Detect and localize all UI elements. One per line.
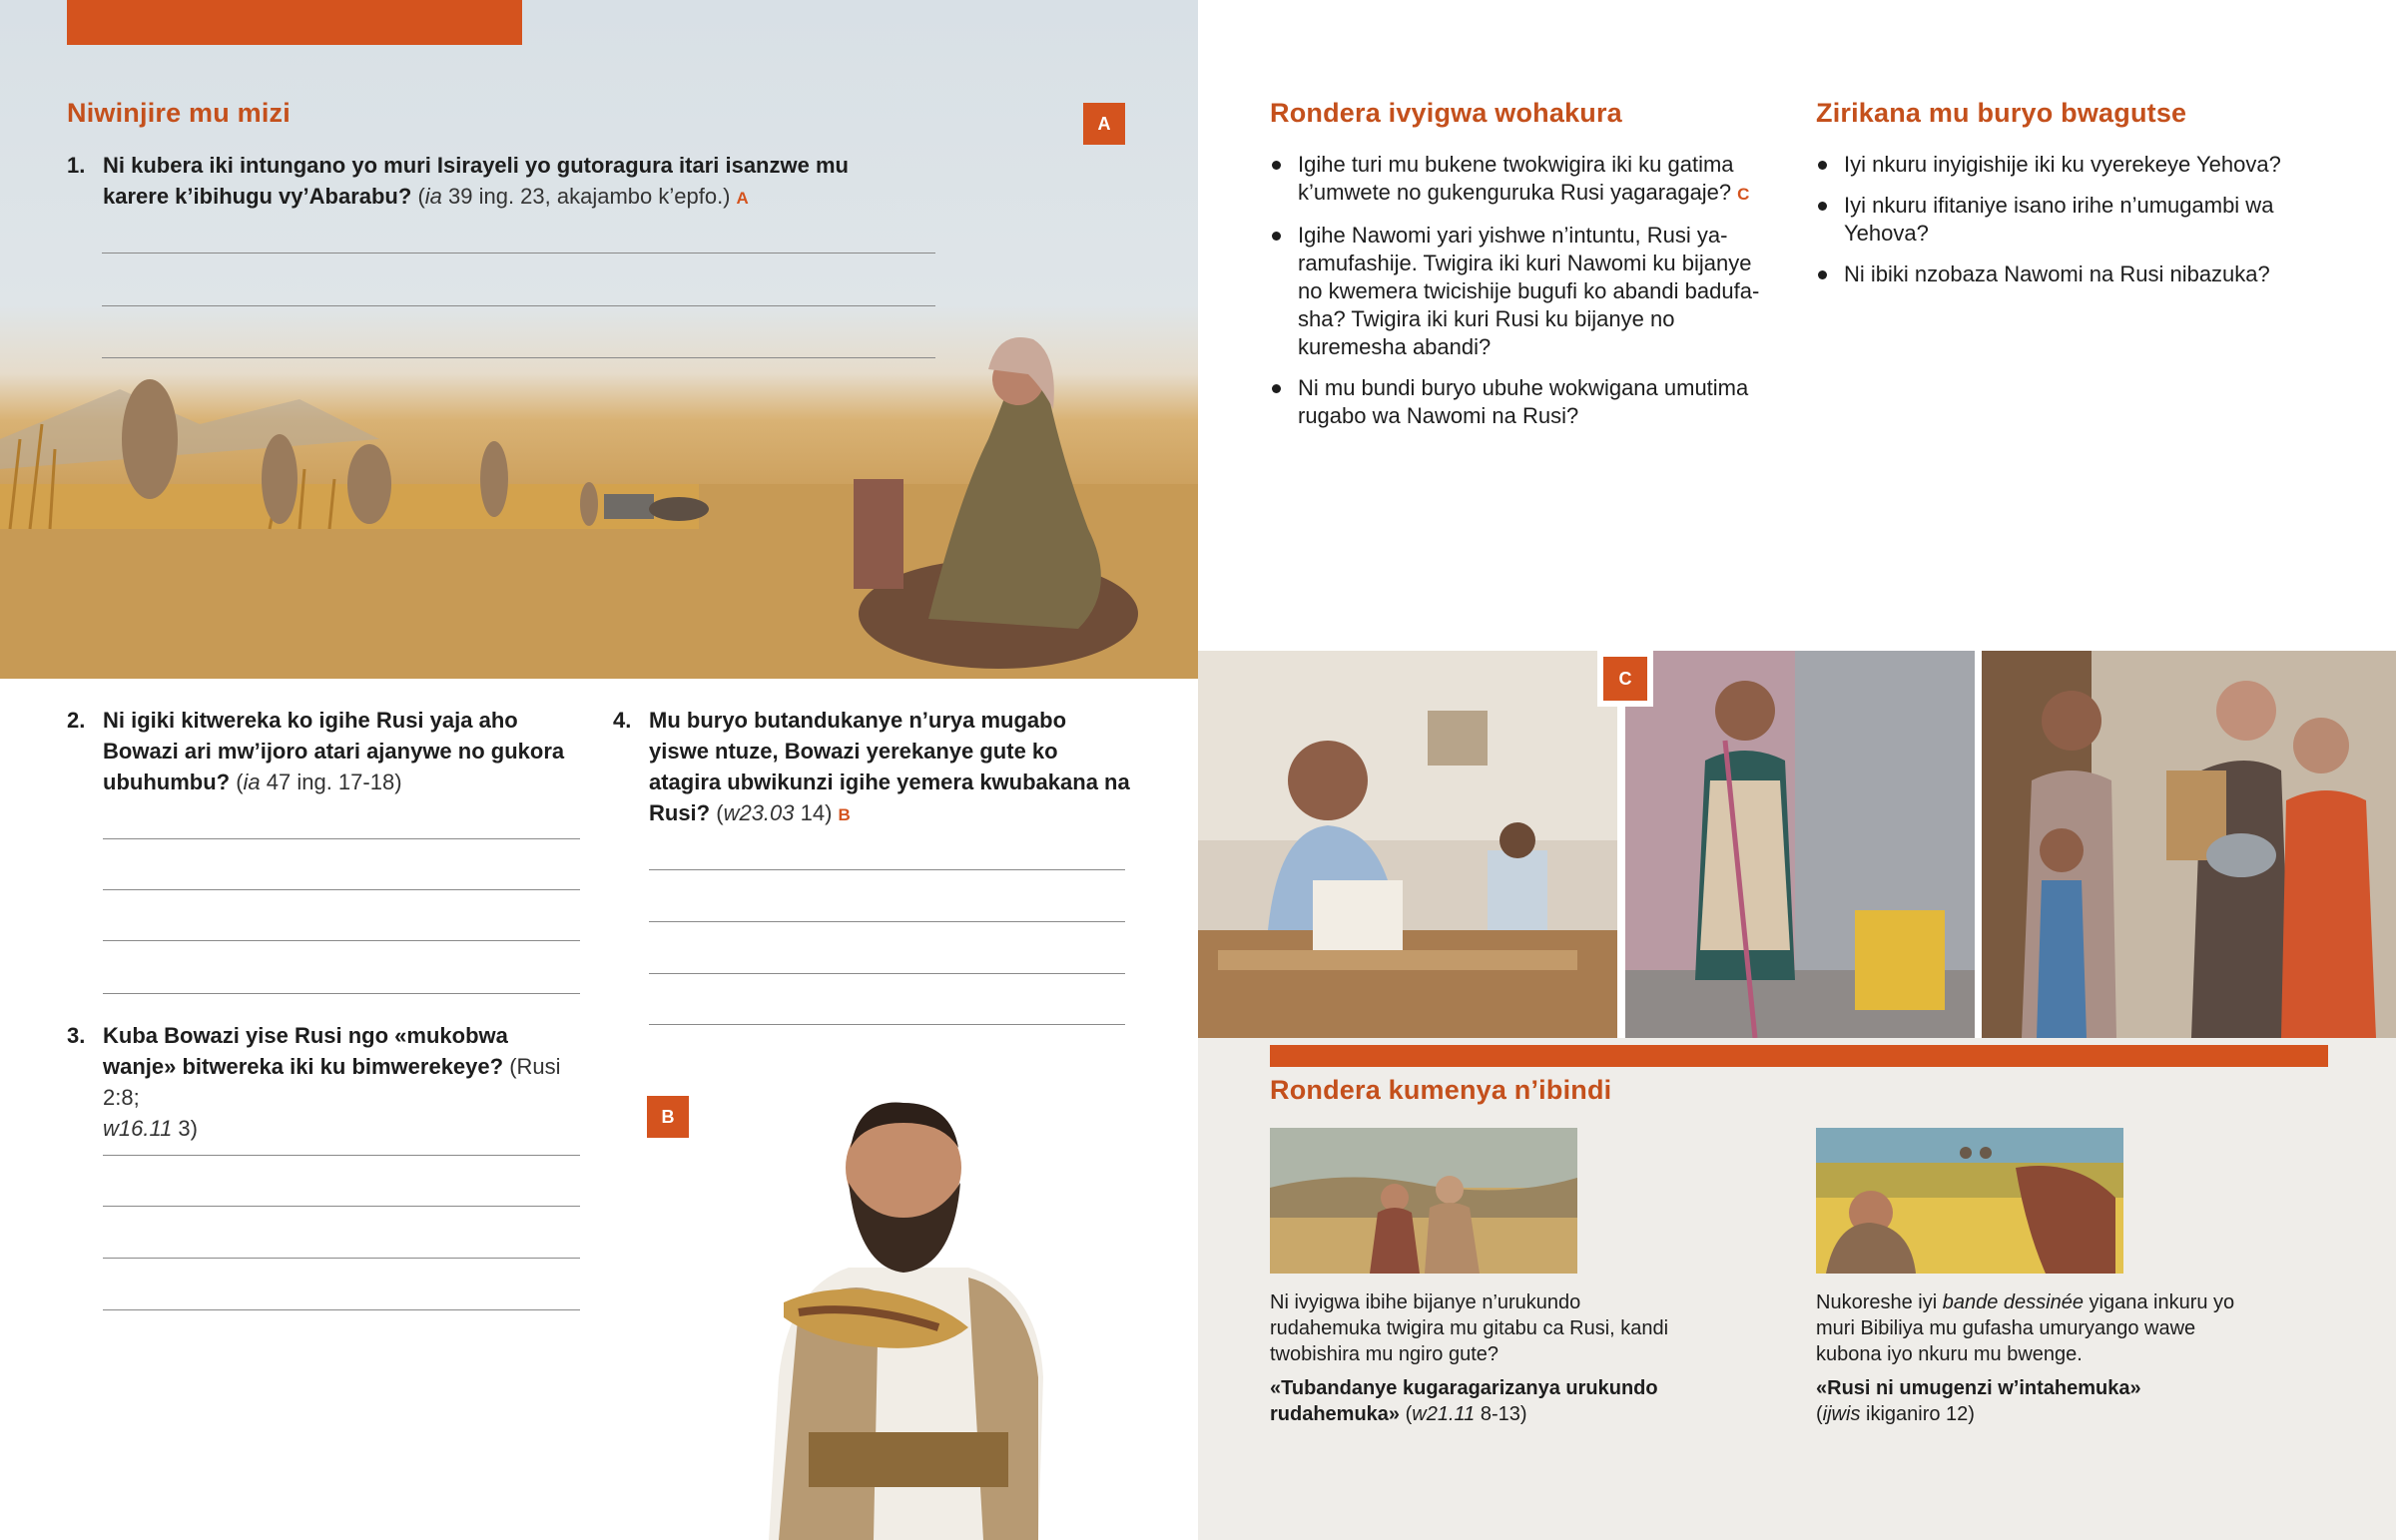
answer-line[interactable]: [102, 305, 935, 306]
question-reference: (ia 47 ing. 17-18): [236, 770, 402, 794]
question-reference: (w23.03 14): [716, 800, 833, 825]
section-title: Niwinjire mu mizi: [67, 98, 291, 128]
card1-description: Ni ivyigwa ibihe bijanye n’urukundo rudahemuka twigira mu gitabu ca Rusi, kandi twobishira mu ngiro gute?: [1270, 1291, 1669, 1365]
answer-line[interactable]: [102, 357, 935, 358]
answer-line[interactable]: [102, 253, 935, 254]
answer-line[interactable]: [103, 940, 580, 941]
harvest-field-illustration: [0, 329, 1198, 679]
learn-more-bar: [1270, 1045, 2328, 1067]
badge-b: B: [647, 1096, 689, 1138]
answer-line[interactable]: [649, 1024, 1125, 1025]
list-item: Ni ibiki nzobaza Nawomi na Rusi nibazuka?: [1816, 260, 2345, 288]
photo-neighbors-bringing-food: [1982, 651, 2396, 1038]
photo-mother-reading-bills: [1198, 651, 1617, 1038]
answer-line[interactable]: [649, 973, 1125, 974]
answer-line[interactable]: [103, 1309, 580, 1310]
question-4: [613, 705, 1132, 830]
list-item: Igihe turi mu bukene twokwigira iki ku gatima k’umwete no gukenguruka Rusi yagaragaje? C: [1270, 151, 1769, 209]
lessons-list: [1270, 151, 1769, 443]
list-item: Igihe Nawomi yari yishwe n’intuntu, Rusi yaramufashije. Twigira iki kuri Nawomi ku bijanye no kwemera twicishije bugufi ko abandi badufasha? Twigira iki kuri Rusi ku bijanye no kuremesha abandi?: [1270, 222, 1769, 361]
answer-line[interactable]: [103, 993, 580, 994]
question-reference: (ia 39 ing. 23, akajambo k’epfo.): [417, 184, 731, 209]
card1-reference[interactable]: «Tubandanye kugaragarizanya urukundo rudahemuka» (w21.11 8-13): [1270, 1377, 1658, 1425]
learn-more-title: Rondera kumenya n’ibindi: [1270, 1075, 1612, 1105]
question-number: 1.: [67, 153, 86, 178]
question-reference: (Rusi 2:8; w16.11 3): [103, 1054, 561, 1141]
answer-line[interactable]: [103, 1206, 580, 1207]
question-number: 2.: [67, 708, 86, 733]
boaz-sandal-illustration: [739, 1078, 1068, 1540]
column-lessons-title: Rondera ivyigwa wohakura: [1270, 98, 1622, 128]
badge-a: A: [1083, 103, 1125, 145]
image-marker: B: [838, 805, 851, 824]
answer-line[interactable]: [103, 1258, 580, 1259]
question-number: 4.: [613, 708, 632, 733]
image-marker: A: [736, 189, 749, 208]
reflect-list: [1816, 151, 2345, 301]
card1-thumbnail[interactable]: [1270, 1128, 1577, 1274]
image-marker: C: [1737, 185, 1750, 204]
question-text: Mu buryo butandukanye n’urya mugabo yiswe ntuze, Bowazi yerekanye gute ko atagira ubwikunzi igihe yemera kwubakana na Rusi?: [649, 708, 1130, 825]
list-item: Iyi nkuru inyigishije iki ku vyerekeye Yehova?: [1816, 151, 2345, 179]
question-text: Kuba Bowazi yise Rusi ngo «mukobwa wanje» bitwereka iki ku bimwerekeye?: [103, 1023, 508, 1079]
answer-line[interactable]: [103, 838, 580, 839]
question-2: [67, 705, 586, 797]
question-1: [67, 150, 896, 214]
header-tab: [67, 0, 522, 45]
list-item: Ni mu bundi buryo ubuhe wokwigana umutima rugabo wa Nawomi na Rusi?: [1270, 374, 1769, 430]
card2-reference[interactable]: «Rusi ni umugenzi w’intahemuka» (ijwis ikiganiro 12): [1816, 1377, 2141, 1425]
question-3: [67, 1020, 586, 1144]
question-text: Ni kubera iki intungano yo muri Isirayeli yo gutoragura itari isanzwe mu karere k’ibihugu vy’Abarabu?: [103, 153, 849, 209]
photo-woman-cleaning: [1625, 651, 1975, 1038]
question-number: 3.: [67, 1023, 86, 1048]
answer-line[interactable]: [103, 1155, 580, 1156]
card2-description: Nukoreshe iyi bande dessinée yigana inkuru yo muri Bibiliya mu gufasha umuryango wawe kubona iyo nkuru mu bwenge.: [1816, 1291, 2235, 1365]
answer-line[interactable]: [649, 921, 1125, 922]
photo-strip: [1198, 651, 2396, 1038]
answer-line[interactable]: [649, 869, 1125, 870]
question-text: Ni igiki kitwereka ko igihe Rusi yaja aho Bowazi ari mw’ijoro atari ajanywe no gukora ubuhumbu?: [103, 708, 565, 794]
list-item: Iyi nkuru ifitaniye isano irihe n’umugambi wa Yehova?: [1816, 192, 2345, 248]
badge-c: C: [1597, 651, 1653, 707]
right-page: [1198, 0, 2396, 1540]
column-reflect-title: Zirikana mu buryo bwagutse: [1816, 98, 2187, 128]
card2-thumbnail[interactable]: [1816, 1128, 2123, 1274]
answer-line[interactable]: [103, 889, 580, 890]
